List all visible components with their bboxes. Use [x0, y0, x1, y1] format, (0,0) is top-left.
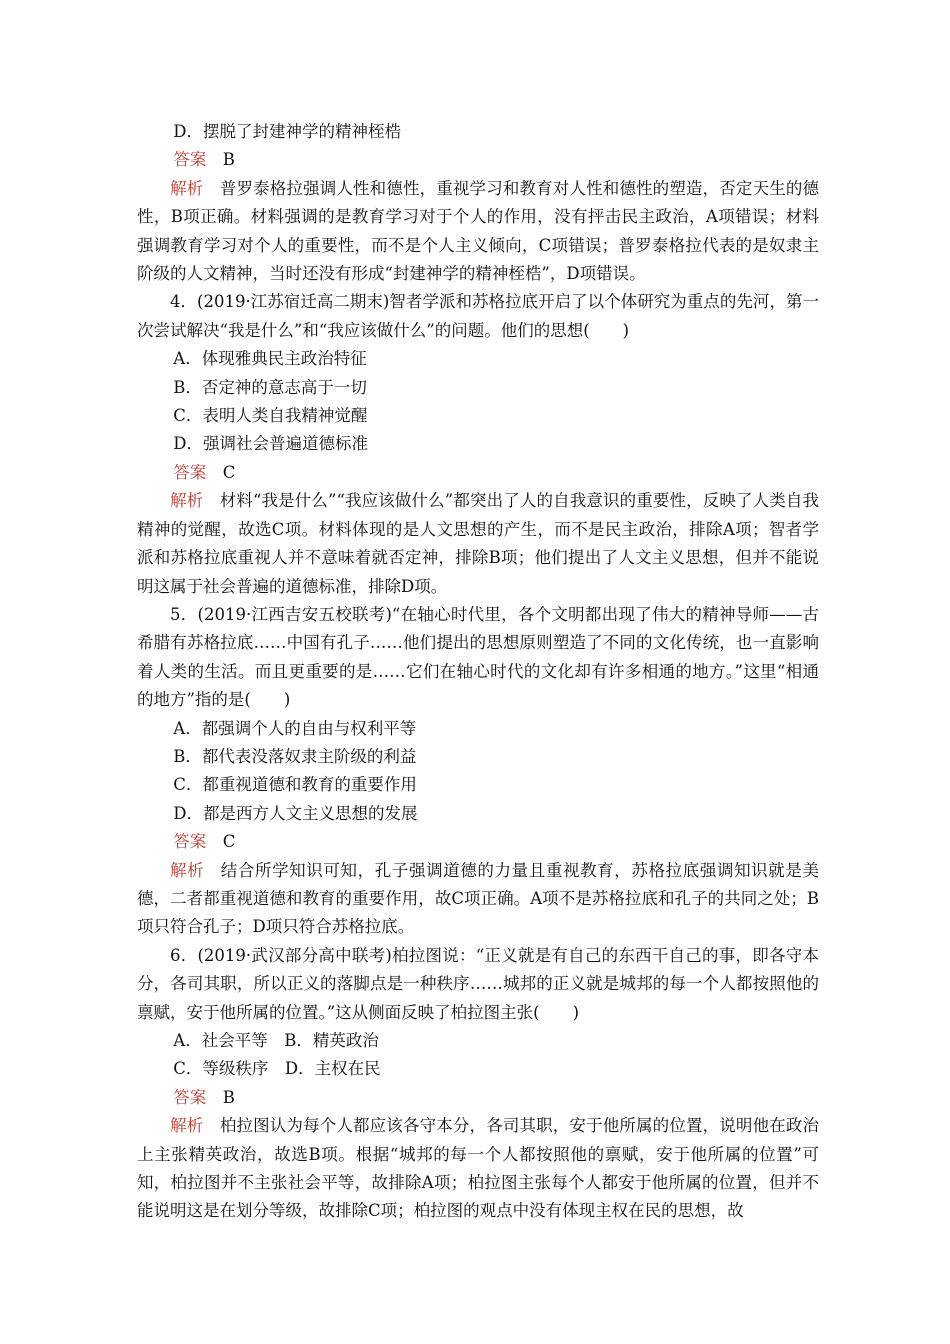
- analysis-label: 解析: [170, 491, 204, 511]
- q3-analysis: [137, 175, 819, 289]
- analysis-text: 结合所学知识可知，孔子强调道德的力量且重视教育，苏格拉底强调知识就是美德，二者都重视道德和教育的重要作用，故C项正确。A项不是苏格拉底和孔子的共同之处；B项只符合孔子；D项只符合苏格拉底。: [137, 860, 820, 937]
- answer-value: B: [222, 150, 235, 170]
- q5-option-d: D．都是西方人文主义思想的发展: [173, 803, 418, 823]
- q5-option-a: A．都强调个人的自由与权利平等: [173, 718, 417, 738]
- analysis-text: 柏拉图认为每个人都应该各守本分，各司其职，安于他所属的位置，说明他在政治上主张精英政治，故选B项。根据“城邦的每一个人都按照他的禀赋，安于他所属的位置”可知，柏拉图并不主张社会平等，故排除A项；柏拉图主张每个人都安于他所属的位置，但并不能说明这是在划分等级，故排除C项；柏拉图的观点中没有体现主权在民的思想，故: [137, 1116, 820, 1221]
- answer-label: 答案: [173, 832, 207, 852]
- q4-stem: 4．(2019·江苏宿迁高二期末)智者学派和苏格拉底开启了以个体研究为重点的先河，第一次尝试解决“我是什么”和“我应该做什么”的问题。他们的思想( ): [137, 292, 819, 340]
- q4-option-a: A．体现雅典民主政治特征: [173, 349, 367, 369]
- q4-answer: [137, 459, 819, 487]
- analysis-label: 解析: [170, 178, 204, 198]
- q5-answer: [137, 828, 819, 856]
- q3-answer: [137, 146, 819, 174]
- analysis-label: 解析: [170, 860, 205, 880]
- answer-label: 答案: [173, 1087, 207, 1107]
- q5-analysis: [137, 857, 819, 942]
- analysis-text: 普罗泰格拉强调人性和德性，重视学习和教育对人性和德性的塑造，否定天生的德性，B项正确。材料强调的是教育学习对于个人的作用，没有抨击民主政治，A项错误；材料强调教育学习对个人的重要性，而不是个人主义倾向，C项错误；普罗泰格拉代表的是奴隶主阶级的人文精神，当时还没有形成“封建神学的精神桎梏”，D项错误。: [137, 178, 820, 284]
- answer-value: C: [222, 462, 236, 482]
- q5-option-b: B．都代表没落奴隶主阶级的利益: [173, 746, 417, 766]
- q6-answer: [137, 1084, 819, 1112]
- q5-stem: 5．(2019·江西吉安五校联考)“在轴心时代里，各个文明都出现了伟大的精神导师——古希腊有苏格拉底……中国有孔子……他们提出的思想原则塑造了不同的文化传统，也一直影响着人类的生活。而且更重要的是……它们在轴心时代的文化却有许多相通的地方。”这里“相通的地方”指的是( ): [137, 604, 819, 710]
- analysis-label: 解析: [170, 1116, 204, 1136]
- answer-value: B: [222, 1087, 235, 1107]
- q6-options-row-2: C．等级秩序 D．主权在民: [173, 1059, 381, 1079]
- q6-stem: 6．(2019·武汉部分高中联考)柏拉图说：“正义就是有自己的东西干自己的事，即各守本分，各司其职，所以正义的落脚点是一种秩序……城邦的正义就是城邦的每一个人都按照他的禀赋，安于他所属的位置。”这从侧面反映了柏拉图主张( ): [137, 945, 819, 1022]
- q4-option-d: D．强调社会普遍道德标准: [173, 434, 369, 454]
- q5-option-c: C．都重视道德和教育的重要作用: [173, 775, 417, 795]
- q4-option-b: B．否定神的意志高于一切: [173, 377, 367, 397]
- q4-option-c: C．表明人类自我精神觉醒: [173, 406, 368, 426]
- q6-options-row-1: A．社会平等 B．精英政治: [173, 1031, 379, 1050]
- q6-analysis: [137, 1112, 819, 1226]
- answer-label: 答案: [173, 462, 207, 482]
- q4-analysis: [137, 487, 819, 601]
- q3-option-d: D．摆脱了封建神学的精神桎梏: [173, 122, 402, 141]
- answer-label: 答案: [173, 150, 207, 170]
- answer-value: C: [222, 832, 236, 852]
- document-page: [137, 118, 819, 1226]
- analysis-text: 材料“我是什么”“我应该做什么”都突出了人的自我意识的重要性，反映了人类自我精神的觉醒，故选C项。材料体现的是人文思想的产生，而不是民主政治，排除A项；智者学派和苏格拉底重视人并不意味着就否定神，排除B项；他们提出了人文主义思想，但并不能说明这属于社会普遍的道德标准，排除D项。: [137, 491, 819, 596]
